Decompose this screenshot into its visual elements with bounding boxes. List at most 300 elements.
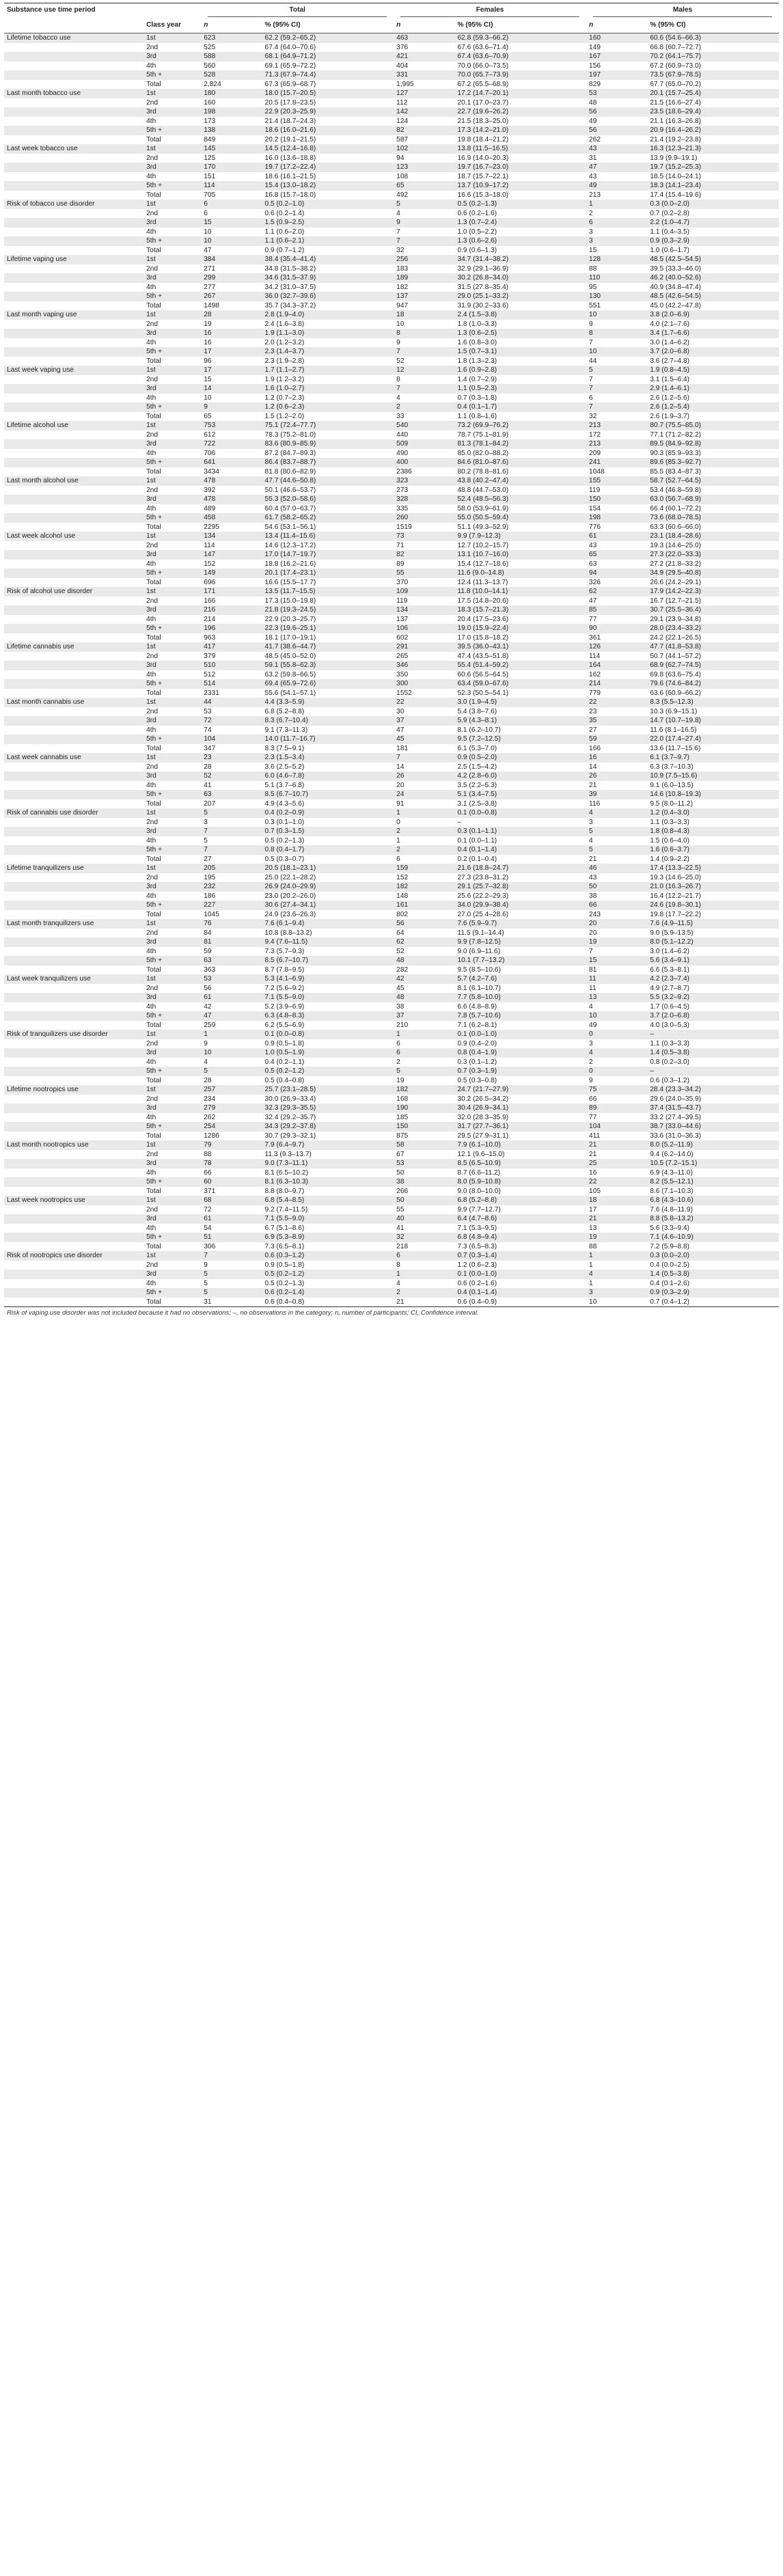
cell-females-n: 346 xyxy=(394,661,454,670)
cell-males-n: 21 xyxy=(586,1150,647,1160)
cell-males-pct: 0.6 (0.3–1.2) xyxy=(647,1076,779,1086)
cell-class-year: 1st xyxy=(143,33,201,43)
cell-total-n: 234 xyxy=(201,1095,262,1104)
cell-substance-period xyxy=(4,486,143,495)
cell-total-n: 195 xyxy=(201,873,262,883)
cell-class-year: 5th + xyxy=(143,1011,201,1021)
cell-females-n: 182 xyxy=(394,283,454,292)
cell-class-year: Total xyxy=(143,578,201,588)
cell-class-year: 2nd xyxy=(143,320,201,329)
cell-males-n: 43 xyxy=(586,541,647,551)
cell-total-pct: 18.8 (16.2–21.6) xyxy=(262,560,394,569)
cell-class-year: 5th + xyxy=(143,956,201,965)
cell-females-pct: 17.5 (14.8–20.6) xyxy=(454,597,586,606)
cell-total-n: 560 xyxy=(201,61,262,71)
cell-substance-period xyxy=(4,781,143,791)
cell-substance-period xyxy=(4,901,143,910)
cell-substance-period: Last month tobacco use xyxy=(4,89,143,98)
cell-total-n: 151 xyxy=(201,172,262,182)
table-row xyxy=(4,117,779,126)
cell-total-n: 53 xyxy=(201,707,262,717)
cell-substance-period xyxy=(4,273,143,283)
cell-females-n: 124 xyxy=(394,117,454,126)
cell-substance-period xyxy=(4,624,143,633)
cell-males-pct: 67.2 (60.9–73.0) xyxy=(647,61,779,71)
cell-males-pct: 1.1 (0.3–3.3) xyxy=(647,818,779,827)
cell-males-pct: 3.7 (2.0–6.8) xyxy=(647,1011,779,1021)
cell-males-n: 22 xyxy=(586,698,647,707)
cell-females-n: 7 xyxy=(394,384,454,394)
cell-substance-period xyxy=(4,633,143,643)
table-row xyxy=(4,744,779,754)
table-row xyxy=(4,707,779,717)
cell-total-pct: 8.7 (7.8–9.5) xyxy=(262,965,394,975)
cell-males-pct: 0.3 (0.0–2.0) xyxy=(647,200,779,209)
table-row xyxy=(4,1214,779,1224)
cell-males-pct: 2.2 (1.0–4.7) xyxy=(647,218,779,228)
cell-males-pct: 40.9 (34.8–47.4) xyxy=(647,283,779,292)
cell-females-pct: 0.1 (0.0–1.1) xyxy=(454,836,586,846)
cell-class-year: 1st xyxy=(143,864,201,873)
cell-males-n: 164 xyxy=(586,661,647,670)
cell-total-pct: 1.5 (0.9–2.5) xyxy=(262,218,394,228)
cell-total-pct: 67.4 (64.0–70.6) xyxy=(262,43,394,53)
cell-total-pct: 30.0 (26.9–33.4) xyxy=(262,1095,394,1104)
cell-males-pct: 79.6 (74.6–84.2) xyxy=(647,679,779,689)
table-row xyxy=(4,642,779,652)
cell-males-pct: 0.9 (0.3–2.9) xyxy=(647,1288,779,1298)
cell-class-year: 3rd xyxy=(143,1214,201,1224)
cell-substance-period xyxy=(4,578,143,588)
cell-total-n: 528 xyxy=(201,70,262,80)
cell-substance-period xyxy=(4,1214,143,1224)
cell-females-n: 463 xyxy=(394,33,454,43)
cell-total-n: 205 xyxy=(201,864,262,873)
cell-males-n: 829 xyxy=(586,80,647,90)
cell-total-n: 170 xyxy=(201,163,262,172)
cell-males-n: 77 xyxy=(586,615,647,625)
cell-males-n: 126 xyxy=(586,642,647,652)
table-row xyxy=(4,320,779,329)
cell-substance-period xyxy=(4,1002,143,1012)
cell-total-n: 65 xyxy=(201,412,262,422)
table-row xyxy=(4,1095,779,1104)
cell-females-pct: 21.5 (18.3–25.0) xyxy=(454,117,586,126)
table-row xyxy=(4,98,779,108)
cell-substance-period xyxy=(4,1104,143,1113)
cell-males-n: 43 xyxy=(586,144,647,154)
cell-females-pct: 29.1 (25.7–32.8) xyxy=(454,882,586,892)
table-row xyxy=(4,283,779,292)
cell-total-pct: 0.5 (0.2–1.2) xyxy=(262,1270,394,1279)
cell-females-pct: 73.2 (69.9–76.2) xyxy=(454,421,586,430)
table-row xyxy=(4,255,779,264)
cell-substance-period: Last month alcohol use xyxy=(4,476,143,486)
cell-males-pct: 46.2 (40.0–52.6) xyxy=(647,273,779,283)
cell-males-pct: 9.5 (8.0–11.2) xyxy=(647,799,779,809)
cell-females-n: 119 xyxy=(394,597,454,606)
cell-total-pct: 20.1 (17.4–23.1) xyxy=(262,568,394,578)
cell-class-year: 2nd xyxy=(143,597,201,606)
cell-males-pct: 16.3 (12.3–21.3) xyxy=(647,144,779,154)
cell-males-n: 0 xyxy=(586,1030,647,1039)
cell-total-n: 2295 xyxy=(201,523,262,532)
cell-males-n: 262 xyxy=(586,135,647,145)
cell-females-n: 45 xyxy=(394,735,454,744)
table-row xyxy=(4,1261,779,1270)
cell-females-n: 2 xyxy=(394,1288,454,1298)
table-row xyxy=(4,1140,779,1150)
cell-substance-period xyxy=(4,568,143,578)
cell-substance-period xyxy=(4,1177,143,1187)
table-row xyxy=(4,560,779,569)
cell-class-year: 4th xyxy=(143,338,201,348)
cell-females-n: 1 xyxy=(394,808,454,818)
cell-males-n: 154 xyxy=(586,504,647,514)
cell-males-n: 1 xyxy=(586,200,647,209)
cell-males-pct: 3.0 (1.4–6.2) xyxy=(647,338,779,348)
cell-total-pct: 60.4 (57.0–63.7) xyxy=(262,504,394,514)
cell-substance-period xyxy=(4,947,143,957)
cell-class-year: 4th xyxy=(143,947,201,957)
cell-males-n: 10 xyxy=(586,347,647,357)
cell-total-pct: 1.7 (1.1–2.7) xyxy=(262,366,394,375)
cell-substance-period xyxy=(4,1205,143,1215)
cell-class-year: 1st xyxy=(143,1196,201,1205)
cell-females-pct: 13.8 (11.5–16.5) xyxy=(454,144,586,154)
cell-total-n: 1286 xyxy=(201,1132,262,1141)
cell-females-pct: 20.4 (17.5–23.6) xyxy=(454,615,586,625)
cell-females-pct: 8.5 (6.5–10.9) xyxy=(454,1159,586,1168)
cell-total-n: 10 xyxy=(201,1048,262,1058)
cell-total-n: 458 xyxy=(201,513,262,523)
cell-substance-period xyxy=(4,1288,143,1298)
cell-substance-period xyxy=(4,439,143,449)
cell-males-n: 162 xyxy=(586,670,647,680)
cell-females-pct: 5.7 (4.2–7.6) xyxy=(454,974,586,984)
cell-class-year: Total xyxy=(143,301,201,311)
table-row xyxy=(4,1251,779,1261)
cell-females-n: 181 xyxy=(394,744,454,754)
cell-class-year: Total xyxy=(143,1132,201,1141)
cell-males-pct: 13.6 (11.7–15.6) xyxy=(647,744,779,754)
cell-males-pct: 29.6 (24.0–35.9) xyxy=(647,1095,779,1104)
cell-females-n: 9 xyxy=(394,218,454,228)
cell-total-n: 5 xyxy=(201,836,262,846)
cell-total-pct: 7.2 (5.6–9.2) xyxy=(262,984,394,994)
cell-substance-period xyxy=(4,1021,143,1030)
cell-substance-period: Lifetime cannabis use xyxy=(4,642,143,652)
cell-substance-period: Last week vaping use xyxy=(4,366,143,375)
cell-females-n: 62 xyxy=(394,937,454,947)
cell-males-pct: 3.6 (2.7–4.8) xyxy=(647,357,779,366)
cell-males-n: 21 xyxy=(586,781,647,791)
header-males-pct: % (95% CI) xyxy=(647,19,779,33)
cell-females-pct: 0.7 (0.3–1.9) xyxy=(454,1067,586,1076)
cell-class-year: 2nd xyxy=(143,430,201,440)
cell-females-pct: 1.1 (0.8–1.6) xyxy=(454,412,586,422)
cell-total-n: 478 xyxy=(201,476,262,486)
cell-total-n: 384 xyxy=(201,255,262,264)
cell-males-n: 209 xyxy=(586,449,647,458)
cell-females-n: 1519 xyxy=(394,523,454,532)
cell-substance-period xyxy=(4,929,143,938)
cell-class-year: 5th + xyxy=(143,1177,201,1187)
cell-class-year: 5th + xyxy=(143,402,201,412)
cell-class-year: 5th + xyxy=(143,735,201,744)
cell-males-pct: 1.1 (0.4–3.5) xyxy=(647,228,779,237)
cell-females-pct: 0.9 (0.6–1.3) xyxy=(454,246,586,256)
table-row xyxy=(4,836,779,846)
cell-total-n: 612 xyxy=(201,430,262,440)
cell-males-n: 128 xyxy=(586,255,647,264)
cell-substance-period xyxy=(4,80,143,90)
cell-females-n: 1 xyxy=(394,1270,454,1279)
cell-females-n: 71 xyxy=(394,541,454,551)
cell-total-n: 4 xyxy=(201,1058,262,1067)
cell-total-n: 42 xyxy=(201,1002,262,1012)
table-row xyxy=(4,1187,779,1196)
table-row xyxy=(4,892,779,901)
cell-substance-period: Last month tranquilizers use xyxy=(4,919,143,929)
cell-substance-period xyxy=(4,910,143,920)
table-row xyxy=(4,652,779,661)
cell-females-n: 33 xyxy=(394,412,454,422)
cell-males-n: 46 xyxy=(586,864,647,873)
cell-total-n: 52 xyxy=(201,771,262,781)
cell-total-pct: 18.6 (16.0–21.6) xyxy=(262,126,394,135)
cell-males-n: 15 xyxy=(586,246,647,256)
cell-class-year: 4th xyxy=(143,61,201,71)
cell-females-pct: 0.1 (0.0–0.8) xyxy=(454,808,586,818)
cell-substance-period xyxy=(4,154,143,163)
cell-substance-period xyxy=(4,1122,143,1132)
cell-class-year: 3rd xyxy=(143,771,201,781)
cell-total-pct: 9.0 (7.3–11.1) xyxy=(262,1159,394,1168)
table-row xyxy=(4,735,779,744)
cell-females-n: 32 xyxy=(394,246,454,256)
cell-substance-period xyxy=(4,70,143,80)
cell-total-n: 588 xyxy=(201,52,262,61)
cell-females-pct: 0.8 (0.4–1.9) xyxy=(454,1048,586,1058)
cell-males-pct: 67.7 (65.0–70.2) xyxy=(647,80,779,90)
table-row xyxy=(4,855,779,864)
cell-total-n: 19 xyxy=(201,320,262,329)
header-class-year: Class year xyxy=(143,19,201,33)
cell-females-n: 22 xyxy=(394,698,454,707)
cell-substance-period xyxy=(4,965,143,975)
cell-total-pct: 6.2 (5.5–6.9) xyxy=(262,1021,394,1030)
cell-females-pct: 6.6 (4.8–8.9) xyxy=(454,1002,586,1012)
cell-class-year: 4th xyxy=(143,1279,201,1289)
cell-total-pct: 67.3 (65.9–68.7) xyxy=(262,80,394,90)
cell-substance-period xyxy=(4,430,143,440)
cell-total-n: 78 xyxy=(201,1159,262,1168)
cell-total-pct: 0.6 (0.2–1.4) xyxy=(262,1288,394,1298)
cell-total-pct: 34.6 (31.5–37.9) xyxy=(262,273,394,283)
cell-females-pct: 25.6 (22.2–29.3) xyxy=(454,892,586,901)
cell-total-pct: 1.1 (0.6–2.0) xyxy=(262,228,394,237)
table-row xyxy=(4,43,779,53)
table-row xyxy=(4,292,779,301)
cell-total-n: 753 xyxy=(201,421,262,430)
cell-males-pct: 73.6 (68.0–78.5) xyxy=(647,513,779,523)
cell-substance-period xyxy=(4,98,143,108)
cell-males-pct: 22.0 (17.4–27.4) xyxy=(647,735,779,744)
table-row xyxy=(4,89,779,98)
cell-females-n: 32 xyxy=(394,1233,454,1242)
cell-males-pct: 60.6 (54.6–66.3) xyxy=(647,33,779,43)
cell-class-year: Total xyxy=(143,965,201,975)
cell-class-year: 1st xyxy=(143,698,201,707)
cell-females-n: 947 xyxy=(394,301,454,311)
cell-class-year: 2nd xyxy=(143,873,201,883)
table-row xyxy=(4,1270,779,1279)
cell-males-pct: 1.8 (0.8–4.3) xyxy=(647,827,779,836)
cell-males-n: 47 xyxy=(586,163,647,172)
cell-males-n: 3 xyxy=(586,818,647,827)
cell-class-year: 1st xyxy=(143,1085,201,1095)
cell-substance-period: Lifetime tranquilizers use xyxy=(4,864,143,873)
cell-males-pct: 0.7 (0.4–1.2) xyxy=(647,1298,779,1307)
table-row xyxy=(4,1150,779,1160)
cell-total-n: 5 xyxy=(201,1279,262,1289)
cell-males-pct: 27.3 (22.0–33.3) xyxy=(647,550,779,560)
cell-females-n: 6 xyxy=(394,1251,454,1261)
cell-total-pct: 1.2 (0.6–2.3) xyxy=(262,402,394,412)
cell-males-n: 361 xyxy=(586,633,647,643)
cell-males-pct: 68.9 (62.7–74.5) xyxy=(647,661,779,670)
cell-substance-period xyxy=(4,107,143,117)
cell-males-pct: 2.6 (1.2–5.4) xyxy=(647,402,779,412)
cell-males-n: 10 xyxy=(586,1298,647,1307)
cell-males-pct: 1.4 (0.5–3.8) xyxy=(647,1270,779,1279)
cell-total-n: 379 xyxy=(201,652,262,661)
cell-class-year: 1st xyxy=(143,1140,201,1150)
cell-total-pct: 24.9 (23.6–26.3) xyxy=(262,910,394,920)
table-row xyxy=(4,541,779,551)
cell-total-n: 267 xyxy=(201,292,262,301)
cell-total-pct: 26.9 (24.0–29.9) xyxy=(262,882,394,892)
cell-total-pct: 86.4 (83.7–88.7) xyxy=(262,458,394,467)
table-row xyxy=(4,357,779,366)
cell-substance-period xyxy=(4,301,143,311)
cell-females-pct: 70.0 (65.7–73.9) xyxy=(454,70,586,80)
cell-total-pct: 2.0 (1.2–3.2) xyxy=(262,338,394,348)
cell-males-pct: 9.0 (5.9–13.5) xyxy=(647,929,779,938)
cell-class-year: Total xyxy=(143,689,201,698)
cell-class-year: 4th xyxy=(143,228,201,237)
cell-females-n: 6 xyxy=(394,1048,454,1058)
cell-substance-period xyxy=(4,1058,143,1067)
cell-females-pct: 43.8 (40.2–47.4) xyxy=(454,476,586,486)
cell-class-year: 5th + xyxy=(143,624,201,633)
cell-class-year: 2nd xyxy=(143,652,201,661)
cell-total-pct: 0.6 (0.4–0.8) xyxy=(262,1298,394,1307)
cell-females-pct: 1.8 (1.0–3.3) xyxy=(454,320,586,329)
cell-total-n: 963 xyxy=(201,633,262,643)
table-row xyxy=(4,421,779,430)
table-row xyxy=(4,135,779,145)
cell-males-pct: 70.2 (64.1–75.7) xyxy=(647,52,779,61)
cell-total-pct: 25.7 (23.1–28.5) xyxy=(262,1085,394,1095)
table-row xyxy=(4,1205,779,1215)
cell-total-pct: 0.9 (0.5–1.8) xyxy=(262,1261,394,1270)
cell-females-pct: 7.7 (5.8–10.0) xyxy=(454,993,586,1002)
cell-total-pct: 14.0 (11.7–16.7) xyxy=(262,735,394,744)
cell-total-n: 152 xyxy=(201,560,262,569)
cell-substance-period: Last month vaping use xyxy=(4,310,143,320)
cell-males-n: 11 xyxy=(586,984,647,994)
cell-males-n: 26 xyxy=(586,771,647,781)
cell-substance-period xyxy=(4,495,143,504)
cell-males-pct: 7.2 (5.9–8.8) xyxy=(647,1242,779,1252)
cell-total-n: 56 xyxy=(201,984,262,994)
cell-total-pct: 1.0 (0.5–1.9) xyxy=(262,1048,394,1058)
cell-class-year: 1st xyxy=(143,476,201,486)
cell-males-n: 11 xyxy=(586,974,647,984)
cell-total-n: 7 xyxy=(201,827,262,836)
cell-substance-period xyxy=(4,1298,143,1307)
cell-females-pct: 6.1 (5.3–7.0) xyxy=(454,744,586,754)
cell-males-n: 32 xyxy=(586,412,647,422)
cell-substance-period xyxy=(4,799,143,809)
cell-males-pct: 73.5 (67.9–78.5) xyxy=(647,70,779,80)
cell-class-year: Total xyxy=(143,1298,201,1307)
cell-males-n: 326 xyxy=(586,578,647,588)
cell-substance-period xyxy=(4,679,143,689)
cell-males-pct: 45.0 (42.2–47.8) xyxy=(647,301,779,311)
cell-total-pct: 5.2 (3.9–6.9) xyxy=(262,1002,394,1012)
cell-total-n: 88 xyxy=(201,1150,262,1160)
cell-total-pct: 83.6 (80.9–85.9) xyxy=(262,439,394,449)
cell-females-n: 2 xyxy=(394,845,454,855)
cell-class-year: 3rd xyxy=(143,384,201,394)
cell-substance-period xyxy=(4,209,143,219)
cell-females-pct: 7.8 (5.7–10.6) xyxy=(454,1011,586,1021)
cell-total-pct: 7.9 (6.4–9.7) xyxy=(262,1140,394,1150)
cell-females-pct: 21.6 (18.8–24.7) xyxy=(454,864,586,873)
cell-females-n: 38 xyxy=(394,1177,454,1187)
cell-substance-period xyxy=(4,855,143,864)
cell-class-year: 1st xyxy=(143,642,201,652)
cell-males-n: 156 xyxy=(586,61,647,71)
table-row xyxy=(4,597,779,606)
cell-females-n: 50 xyxy=(394,1196,454,1205)
cell-substance-period xyxy=(4,43,143,53)
cell-females-pct: 30.2 (26.8–34.0) xyxy=(454,273,586,283)
cell-total-n: 1498 xyxy=(201,301,262,311)
cell-total-pct: 8.5 (6.7–10.7) xyxy=(262,790,394,799)
cell-males-pct: 24.6 (19.8–30.1) xyxy=(647,901,779,910)
cell-substance-period xyxy=(4,1132,143,1141)
cell-total-pct: 0.7 (0.3–1.5) xyxy=(262,827,394,836)
cell-class-year: 5th + xyxy=(143,1233,201,1242)
cell-total-pct: 69.4 (65.9–72.6) xyxy=(262,679,394,689)
cell-males-n: 49 xyxy=(586,1021,647,1030)
cell-substance-period xyxy=(4,218,143,228)
table-row xyxy=(4,504,779,514)
substance-use-table xyxy=(4,3,779,1307)
cell-females-n: 218 xyxy=(394,1242,454,1252)
cell-total-pct: 9.2 (7.4–11.5) xyxy=(262,1205,394,1215)
table-row xyxy=(4,486,779,495)
table-row xyxy=(4,1104,779,1113)
cell-females-pct: 67.2 (65.5–68.9) xyxy=(454,80,586,90)
cell-class-year: 2nd xyxy=(143,1261,201,1270)
cell-females-n: 20 xyxy=(394,781,454,791)
cell-substance-period xyxy=(4,467,143,477)
